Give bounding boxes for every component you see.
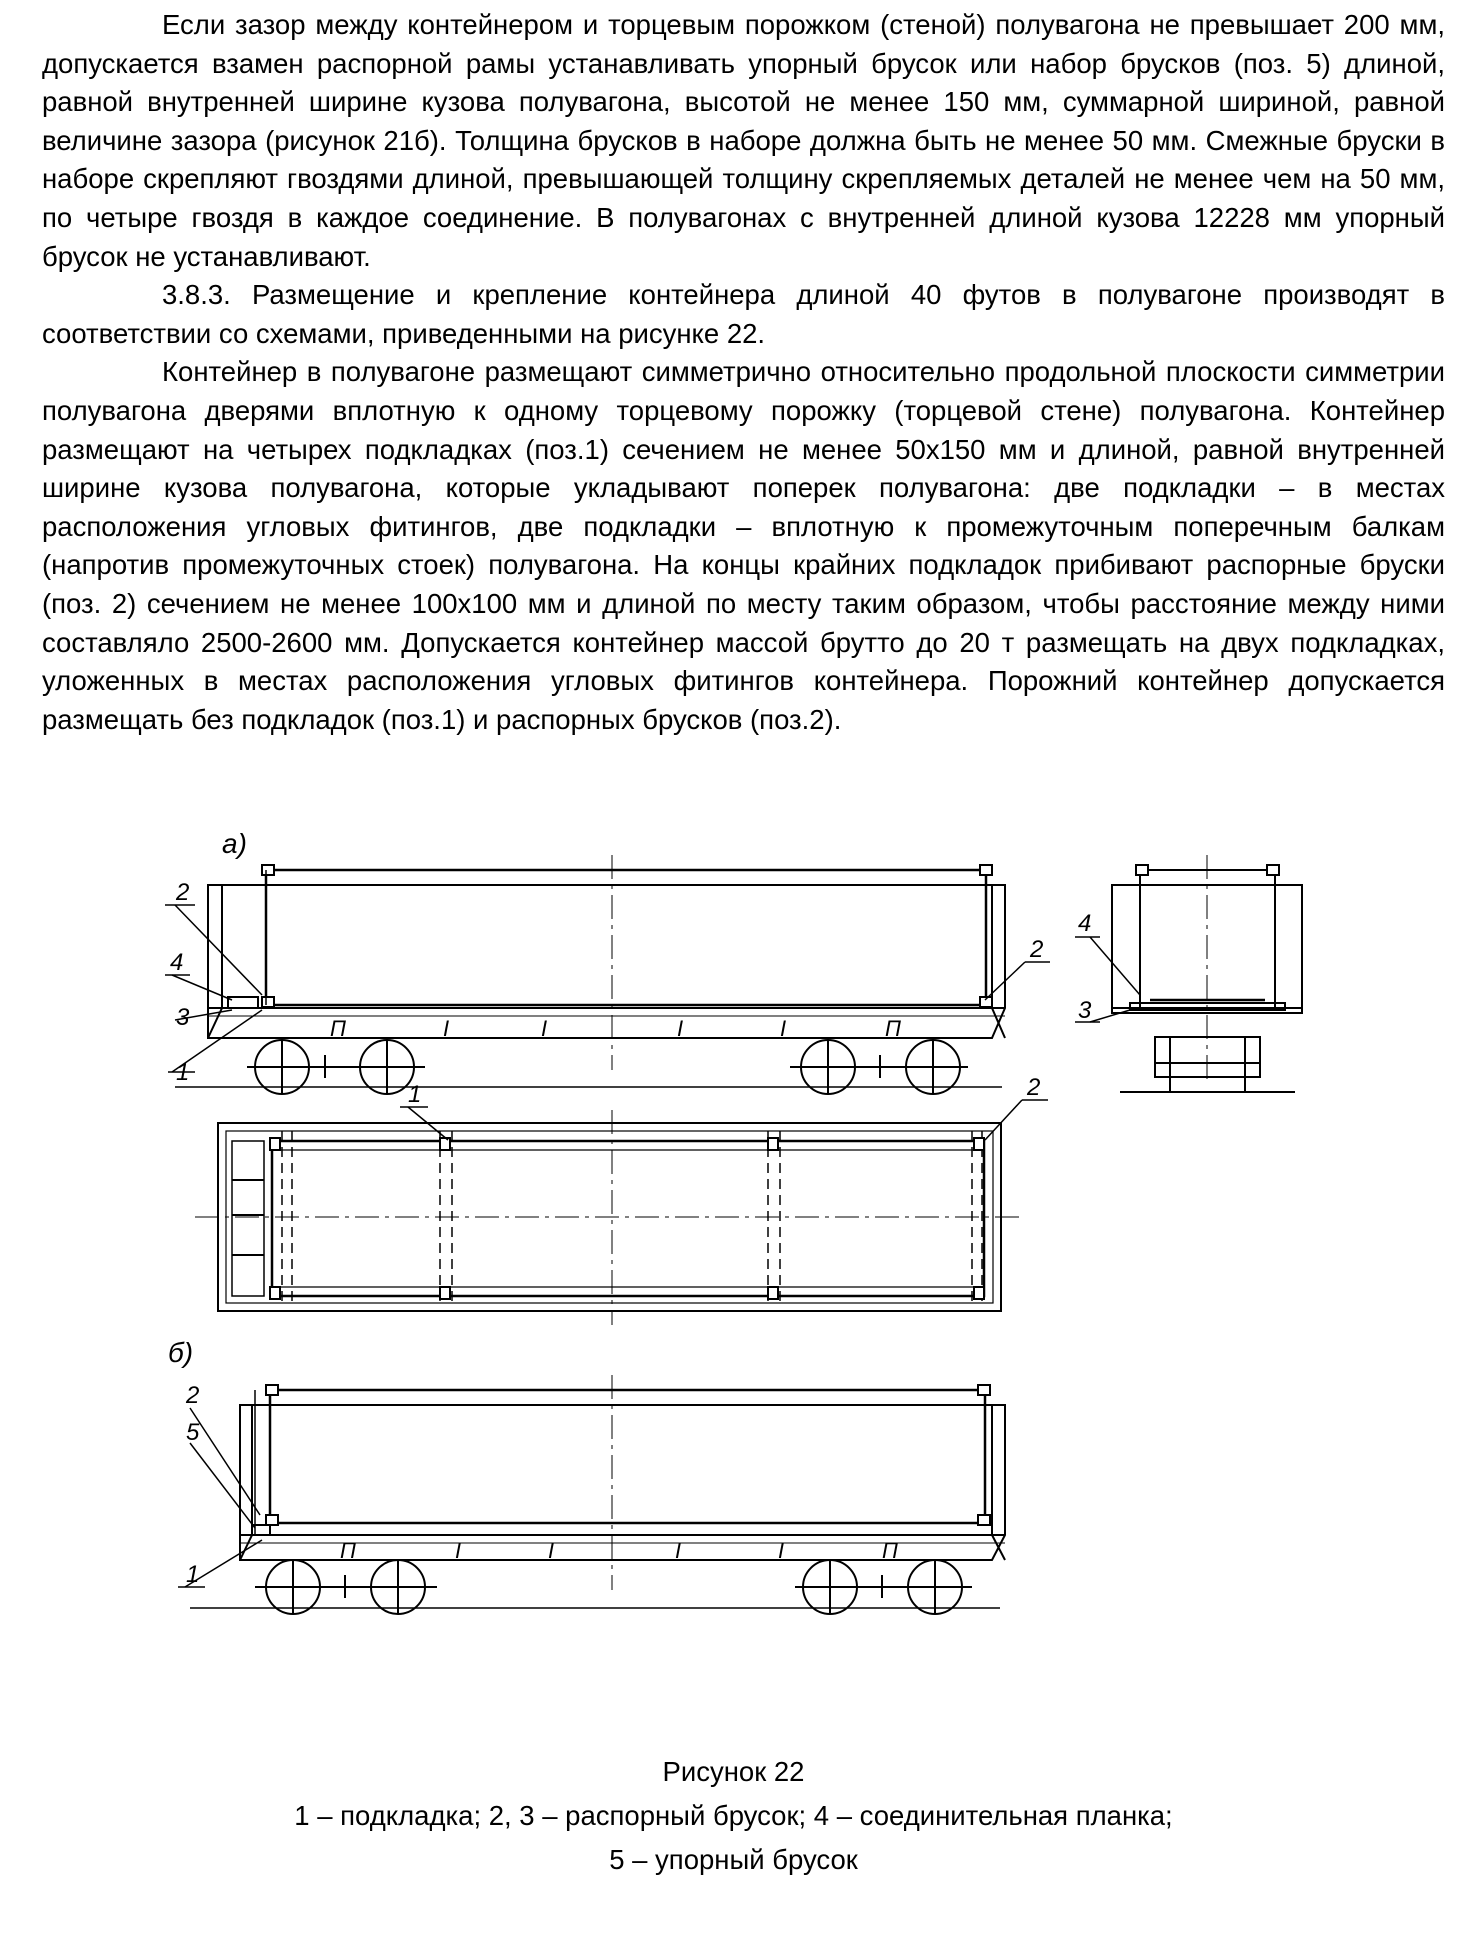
callout-a-1: 1 xyxy=(176,1059,190,1086)
paragraph-section-3-8-3: 3.8.3. Размещение и крепление контейнера длиной 40 футов в полувагоне производят в соответствии со схемами, приведенными на рисунке 22. xyxy=(42,279,1445,349)
beam-mark: I xyxy=(443,1016,450,1041)
bogie-right xyxy=(790,1040,968,1094)
beam-mark: I xyxy=(780,1016,787,1041)
callout-a-2-right: 2 xyxy=(1030,936,1044,963)
beam-mark: I xyxy=(541,1016,548,1041)
figure-title: Рисунок 22 xyxy=(662,1756,805,1787)
beam-mark: I xyxy=(675,1538,682,1563)
callout-end-3: 3 xyxy=(1078,997,1092,1024)
beam-mark: I xyxy=(455,1538,462,1563)
bogie-b-right xyxy=(795,1560,972,1614)
figure-legend-line-2: 5 – упорный брусок xyxy=(609,1844,858,1875)
callout-a-3: 3 xyxy=(176,1004,190,1031)
beam-mark: I xyxy=(677,1016,684,1041)
callout-b-1: 1 xyxy=(186,1561,200,1588)
beam-mark: П xyxy=(882,1538,898,1563)
beam-mark: I xyxy=(778,1538,785,1563)
view-b-side xyxy=(168,1337,1005,1614)
figure-legend-line-1: 1 – подкладка; 2, 3 – распорный брусок; 4 – соединительная планка; xyxy=(294,1800,1173,1831)
callout-b-5: 5 xyxy=(186,1419,200,1446)
view-a-side xyxy=(165,828,1050,1094)
beam-mark: П xyxy=(885,1016,901,1041)
view-a-label: а) xyxy=(222,828,247,859)
callout-end-4: 4 xyxy=(1078,910,1092,937)
figure-22-drawing xyxy=(0,815,1467,1715)
callout-a-4: 4 xyxy=(170,949,184,976)
view-b-label: б) xyxy=(168,1337,194,1368)
bogie-b-left xyxy=(255,1560,437,1614)
beam-mark: I xyxy=(548,1538,555,1563)
callout-plan-2: 2 xyxy=(1027,1074,1041,1101)
body-text xyxy=(42,6,1445,739)
view-a-end xyxy=(1075,855,1302,1092)
beam-mark: П xyxy=(330,1016,346,1041)
paragraph-gap: Если зазор между контейнером и торцевым порожком (стеной) полувагона не превышает 200 мм, допускается взамен распорной рамы устанавливать упорный брусок или набор брусков (поз. 5) длиной, равной внутренней ширине кузова полувагона, высотой не менее 150 мм, суммарной шириной, равной величине зазора (рисунок 21б). Толщина брусков в наборе должна быть не менее 50 мм. Смежные бруски в наборе скрепляют гвоздями длиной, превышающей толщину скрепляемых деталей не менее чем на 50 мм, по четыре гвоздя в каждое соединение. В полувагонах с внутренней длиной кузова 12228 мм упорный брусок не устанавливают. xyxy=(42,9,1445,272)
callout-plan-1: 1 xyxy=(408,1081,422,1108)
callout-a-2: 2 xyxy=(176,879,190,906)
callout-b-2: 2 xyxy=(186,1382,200,1409)
view-a-plan xyxy=(195,1074,1048,1325)
beam-mark: П xyxy=(340,1538,356,1563)
paragraph-placement: Контейнер в полувагоне размещают симметрично относительно продольной плоскости симметрии полувагона дверями вплотную к одному торцевому порожку (торцевой стене) полувагона. Контейнер размещают на четырех подкладках (поз.1) сечением не менее 50х150 мм и длиной, равной внутренней ширине кузова полувагона, которые укладывают поперек полувагона: две подкладки – в местах расположения угловых фитингов, две подкладки – вплотную к промежуточным поперечным балкам (напротив промежуточных стоек) полувагона. На концы крайних подкладок прибивают распорные бруски (поз. 2) сечением не менее 100х100 мм и длиной по месту таким образом, чтобы расстояние между ними составляло 2500-2600 мм. Допускается контейнер массой брутто до 20 т размещать на двух подкладках, уложенных в местах расположения угловых фитингов контейнера. Порожний контейнер допускается размещать без подкладок (поз.1) и распорных брусков (поз.2). xyxy=(42,356,1445,735)
bogie-left xyxy=(247,1040,425,1094)
